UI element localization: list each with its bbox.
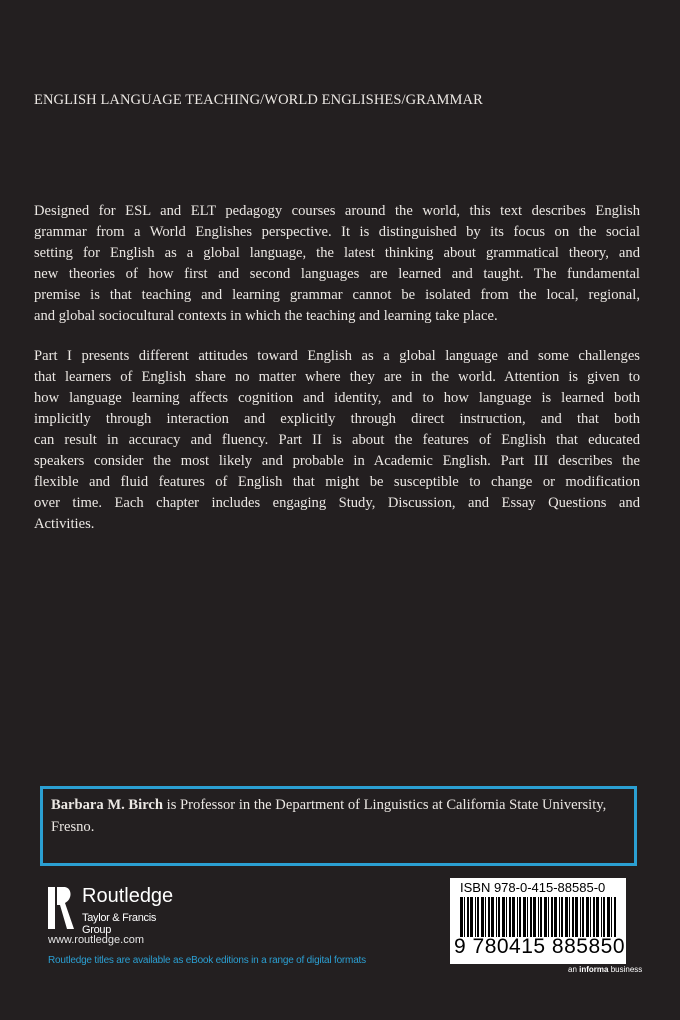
barcode-bar: [601, 897, 602, 937]
barcode-bar: [551, 897, 553, 937]
barcode-bar: [593, 897, 595, 937]
barcode-bar: [565, 897, 568, 937]
barcode-bar: [590, 897, 591, 937]
barcode-bar: [580, 897, 581, 937]
barcode-bar: [544, 897, 547, 937]
description-paragraph-1: [34, 201, 640, 327]
barcode-bar: [527, 897, 528, 937]
barcode-bar: [502, 897, 505, 937]
author-bio-text: is Professor in the Department of Linguistics at California State University, Fresno.: [51, 797, 607, 835]
isbn-barcode: [450, 878, 626, 964]
barcode-bar: [611, 897, 612, 937]
barcode-bar: [533, 897, 536, 937]
barcode-bar: [491, 897, 494, 937]
informa-tagline: an informa business: [568, 965, 643, 974]
barcode-bar: [561, 897, 563, 937]
barcode-bar: [538, 897, 539, 937]
text-line: setting for English as a global language, the latest thinking about grammatical theory, and: [34, 245, 640, 261]
description-paragraph-2: [34, 346, 640, 535]
barcode-bar: [548, 897, 549, 937]
barcode-bar: [488, 897, 490, 937]
barcode-bar: [470, 897, 473, 937]
text-line: over time. Each chapter includes engaging Study, Discussion, and Essay Questions and: [34, 495, 640, 511]
barcode-bar: [477, 897, 479, 937]
text-line: and global sociocultural contexts in which the teaching and learning take place.: [34, 308, 498, 324]
barcode-bar: [460, 897, 463, 937]
author-name: Barbara M. Birch: [51, 797, 164, 813]
barcode-bar: [512, 897, 515, 937]
isbn-text: ISBN 978-0-415-88585-0: [460, 880, 606, 895]
publisher-name: Routledge: [82, 885, 174, 907]
barcode-bar: [506, 897, 507, 937]
barcode-bar: [596, 897, 599, 937]
barcode-bar: [485, 897, 486, 937]
publisher-group: Taylor & Francis Group: [82, 912, 157, 936]
barcode-bar: [475, 897, 476, 937]
publisher-website[interactable]: www.routledge.com: [48, 934, 144, 946]
barcode-bar: [530, 897, 532, 937]
text-line: that learners of English share no matter where they are in the world. Attention is given to: [34, 369, 640, 385]
barcode-bar: [481, 897, 484, 937]
barcode-bar: [614, 897, 616, 937]
barcode-bar: [603, 897, 605, 937]
text-line: new theories of how first and second languages are learned and taught. The fundamental: [34, 266, 640, 282]
text-line: flexible and fluid features of English that might be susceptible to change or modification: [34, 474, 640, 490]
text-line: speakers consider the most likely and probable in Academic English. Part III describes the: [34, 453, 640, 469]
barcode-bar: [467, 897, 469, 937]
text-line: premise is that teaching and learning grammar cannot be isolated from the local, regional,: [34, 287, 640, 303]
text-line: grammar from a World Englishes perspective. It is distinguished by its focus on the social: [34, 224, 640, 240]
barcode-bar: [498, 897, 500, 937]
text-line: how language learning affects cognition and identity, and to how language is learned both: [34, 390, 640, 406]
barcode-bar: [554, 897, 557, 937]
barcode-bars: [460, 897, 620, 937]
text-line: can result in accuracy and fluency. Part II is about the features of English that educated: [34, 432, 640, 448]
barcode-bar: [569, 897, 570, 937]
barcode-bar: [517, 897, 518, 937]
author-bio-box: [40, 786, 637, 866]
barcode-bar: [519, 897, 521, 937]
barcode-bar: [496, 897, 497, 937]
barcode-bar: [586, 897, 589, 937]
barcode-number: 9 780415 885850: [454, 935, 625, 958]
barcode-bar: [509, 897, 511, 937]
barcode-bar: [559, 897, 560, 937]
text-line: Activities.: [34, 516, 95, 532]
subject-header: ENGLISH LANGUAGE TEACHING/WORLD ENGLISHES/GRAMMAR: [34, 92, 483, 108]
barcode-bar: [464, 897, 465, 937]
barcode-bar: [540, 897, 542, 937]
text-line: implicitly through interaction and explicitly through direct instruction, and that both: [34, 411, 640, 427]
author-bio: [51, 794, 631, 838]
barcode-bar: [582, 897, 584, 937]
barcode-bar: [575, 897, 578, 937]
barcode-bar: [523, 897, 526, 937]
text-line: Part I presents different attitudes toward English as a global language and some challenges: [34, 348, 640, 364]
barcode-bar: [607, 897, 610, 937]
text-line: Designed for ESL and ELT pedagogy courses around the world, this text describes English: [34, 203, 640, 219]
routledge-r-icon: [48, 887, 74, 929]
routledge-logo: [48, 885, 174, 936]
barcode-bar: [572, 897, 574, 937]
ebook-note: Routledge titles are available as eBook editions in a range of digital formats: [48, 955, 366, 966]
